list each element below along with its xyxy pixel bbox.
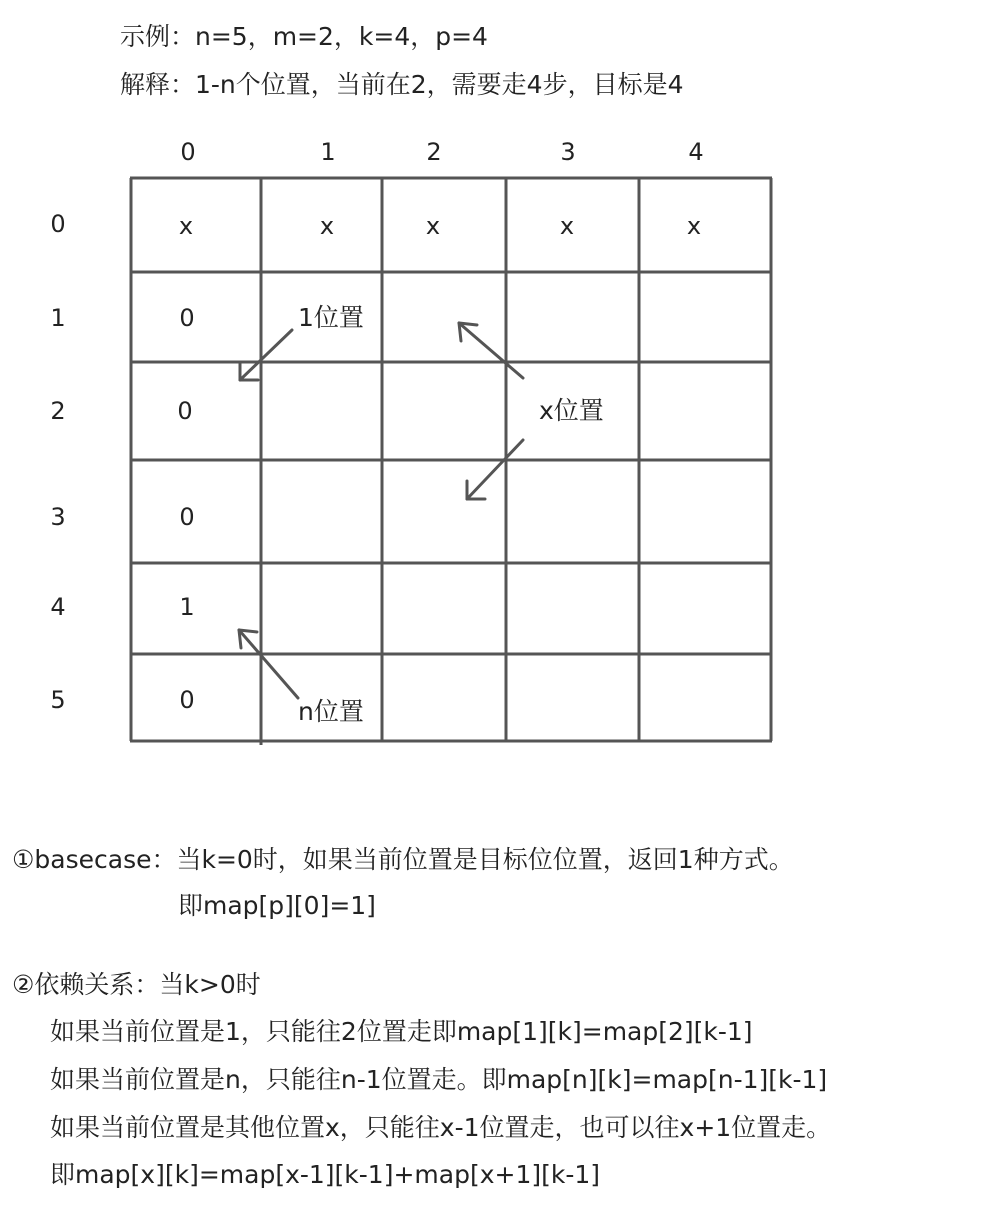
cell-0-2: x [425,212,441,240]
explain-text: 解释：1-n个位置，当前在2，需要走4步，目标是4 [120,70,684,99]
dependency-line2: 如果当前位置是n，只能往n-1位置走。即map[n][k]=map[n-1][k-1] [50,1065,828,1094]
basecase-line2: 即map[p][0]=1] [178,891,376,920]
cell-1-0: 0 [179,304,195,332]
cell-0-3: x [559,212,575,240]
row-header-4: 4 [50,593,66,621]
dependency-line1: 如果当前位置是1，只能往2位置走即map[1][k]=map[2][k-1] [50,1017,753,1046]
row-header-0: 0 [50,210,66,238]
arrow-x-down [467,440,523,499]
annotation-posn: n位置 [298,697,364,726]
cell-5-0: 0 [179,686,195,714]
row-header-2: 2 [50,397,66,425]
row-header-5: 5 [50,686,66,714]
basecase-line1: ①basecase：当k=0时，如果当前位置是目标位位置，返回1种方式。 [12,845,794,874]
cell-4-0: 1 [179,593,195,621]
col-header-3: 3 [560,138,576,166]
dependency-line3: 如果当前位置是其他位置x，只能往x-1位置走，也可以往x+1位置走。 [50,1113,832,1142]
cell-2-0: 0 [177,397,193,425]
row-header-3: 3 [50,503,66,531]
cell-0-1: x [319,212,335,240]
arrow-x-up [459,323,523,378]
arrow-posn [239,630,298,698]
row-header-1: 1 [50,304,66,332]
example-text: 示例：n=5，m=2，k=4，p=4 [120,22,488,51]
annotation-pos1: 1位置 [298,303,364,332]
col-header-2: 2 [426,138,442,166]
col-header-4: 4 [688,138,704,166]
arrow-pos1 [240,330,292,380]
col-header-1: 1 [320,138,336,166]
annotation-posx: x位置 [539,396,604,425]
dependency-title: ②依赖关系：当k>0时 [12,970,261,999]
dependency-line4: 即map[x][k]=map[x-1][k-1]+map[x+1][k-1] [50,1160,601,1189]
cell-0-4: x [686,212,702,240]
cell-0-0: x [178,212,194,240]
col-header-0: 0 [180,138,196,166]
cell-3-0: 0 [179,503,195,531]
